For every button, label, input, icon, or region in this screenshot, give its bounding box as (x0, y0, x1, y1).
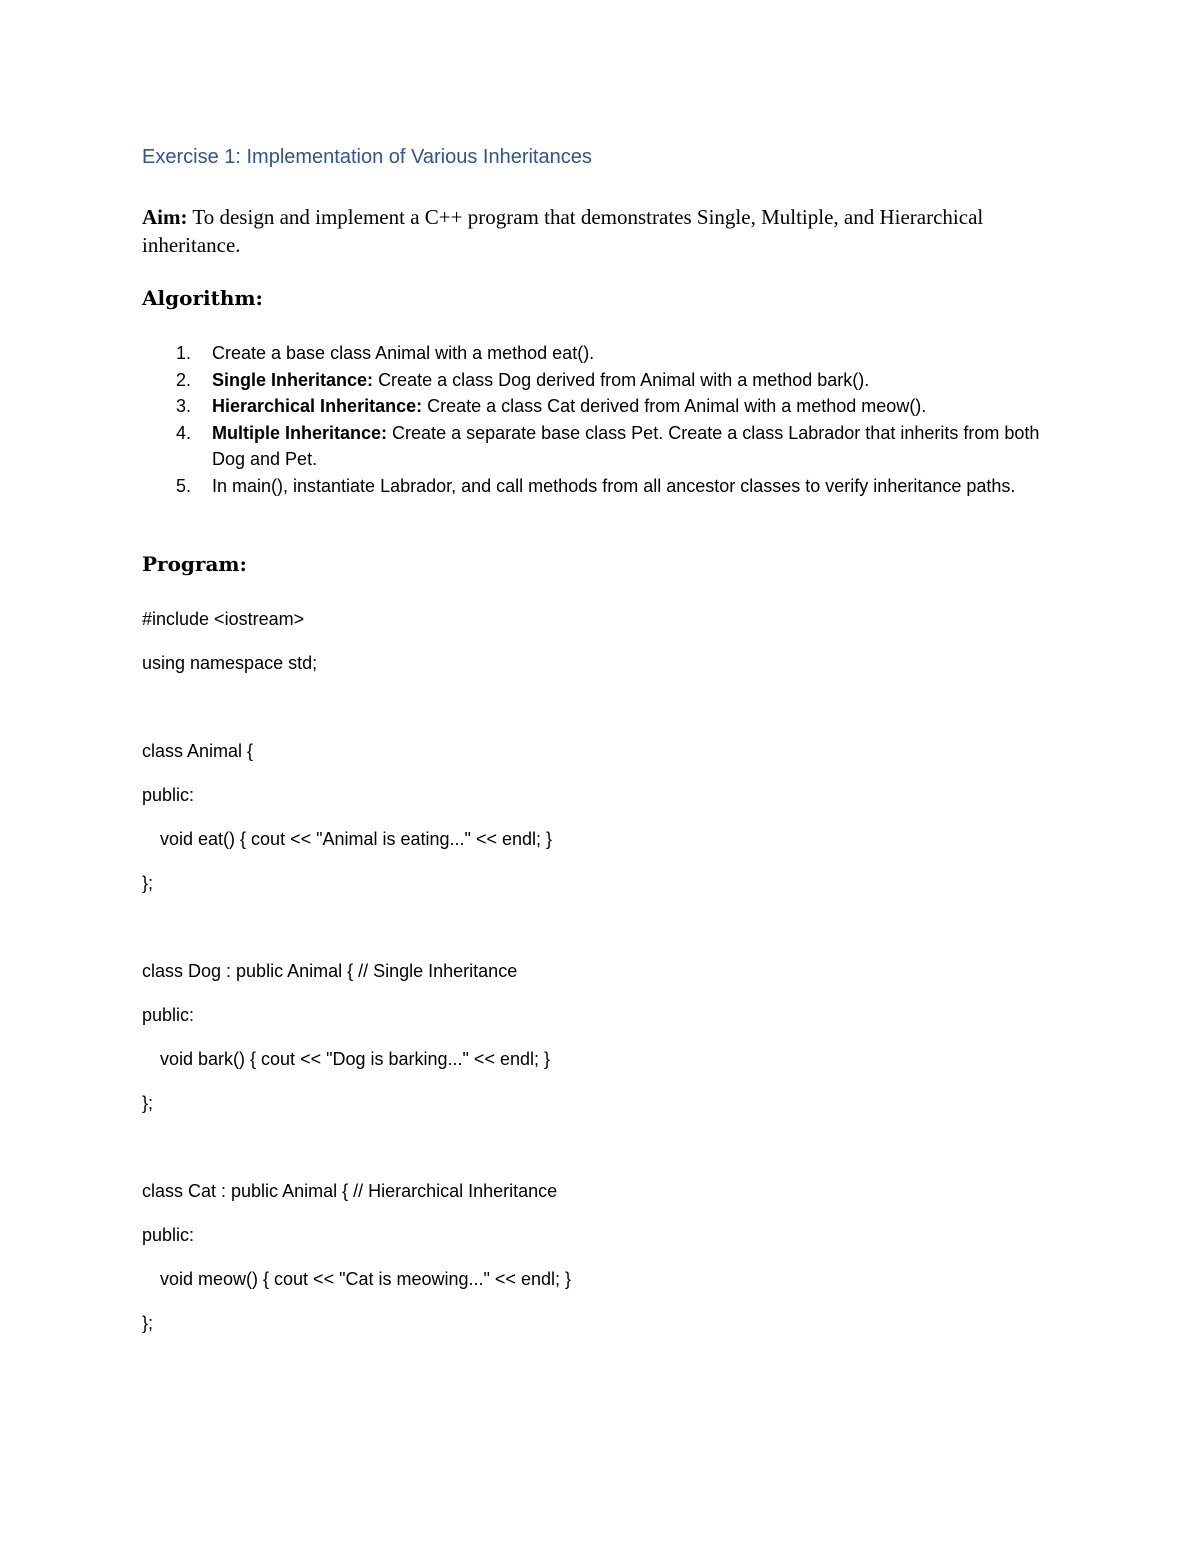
code-line: class Dog : public Animal { // Single Inheritance (142, 961, 518, 981)
step-number: 5. (176, 475, 192, 496)
code-line: class Cat : public Animal { // Hierarchical Inheritance (142, 1181, 558, 1201)
program-heading: Program: (142, 552, 247, 576)
step-number: 3. (176, 396, 192, 416)
code-line: }; (142, 1093, 154, 1113)
algorithm-step (142, 367, 1062, 394)
aim-paragraph (142, 203, 1042, 259)
aim-label: Aim: (142, 205, 188, 229)
code-line: void bark() { cout << "Dog is barking..." << endl; } (160, 1049, 550, 1069)
code-line: using namespace std; (142, 653, 318, 673)
algorithm-step (142, 473, 1062, 500)
step-label: Single Inheritance: (212, 369, 374, 390)
code-line: void eat() { cout << "Animal is eating..." << endl; } (160, 829, 553, 849)
step-number: 1. (176, 343, 192, 363)
algorithm-list (142, 340, 1062, 499)
code-line: #include <iostream> (142, 609, 305, 629)
step-label: Hierarchical Inheritance: (212, 396, 423, 416)
code-line: class Animal { (142, 741, 254, 761)
code-line: public: (142, 1225, 195, 1245)
step-number: 2. (176, 369, 192, 390)
code-line: }; (142, 1313, 154, 1333)
code-line: public: (142, 1005, 195, 1025)
step-label: Multiple Inheritance: (212, 422, 388, 443)
step-number: 4. (176, 422, 192, 443)
exercise-title: Exercise 1: Implementation of Various Inheritances (142, 146, 592, 168)
aim-text: To design and implement a C++ program that demonstrates Single, Multiple, and Hierarchical inheritance. (142, 205, 984, 257)
step-text: Create a separate base class Pet. Create a class Labrador that inherits from both Dog and Pet. (212, 422, 1040, 469)
code-line: public: (142, 785, 195, 805)
code-line: void meow() { cout << "Cat is meowing..." << endl; } (160, 1269, 571, 1289)
step-text: Create a base class Animal with a method eat(). (212, 343, 595, 363)
algorithm-step (142, 393, 1062, 420)
algorithm-step (142, 420, 1062, 473)
algorithm-heading: Algorithm: (142, 286, 263, 310)
code-line: }; (142, 873, 154, 893)
step-text: Create a class Dog derived from Animal with a method bark(). (378, 369, 870, 390)
step-text: Create a class Cat derived from Animal with a method meow(). (427, 396, 927, 416)
algorithm-step (142, 340, 1062, 367)
step-text: In main(), instantiate Labrador, and call methods from all ancestor classes to verify inheritance paths. (212, 475, 1016, 496)
